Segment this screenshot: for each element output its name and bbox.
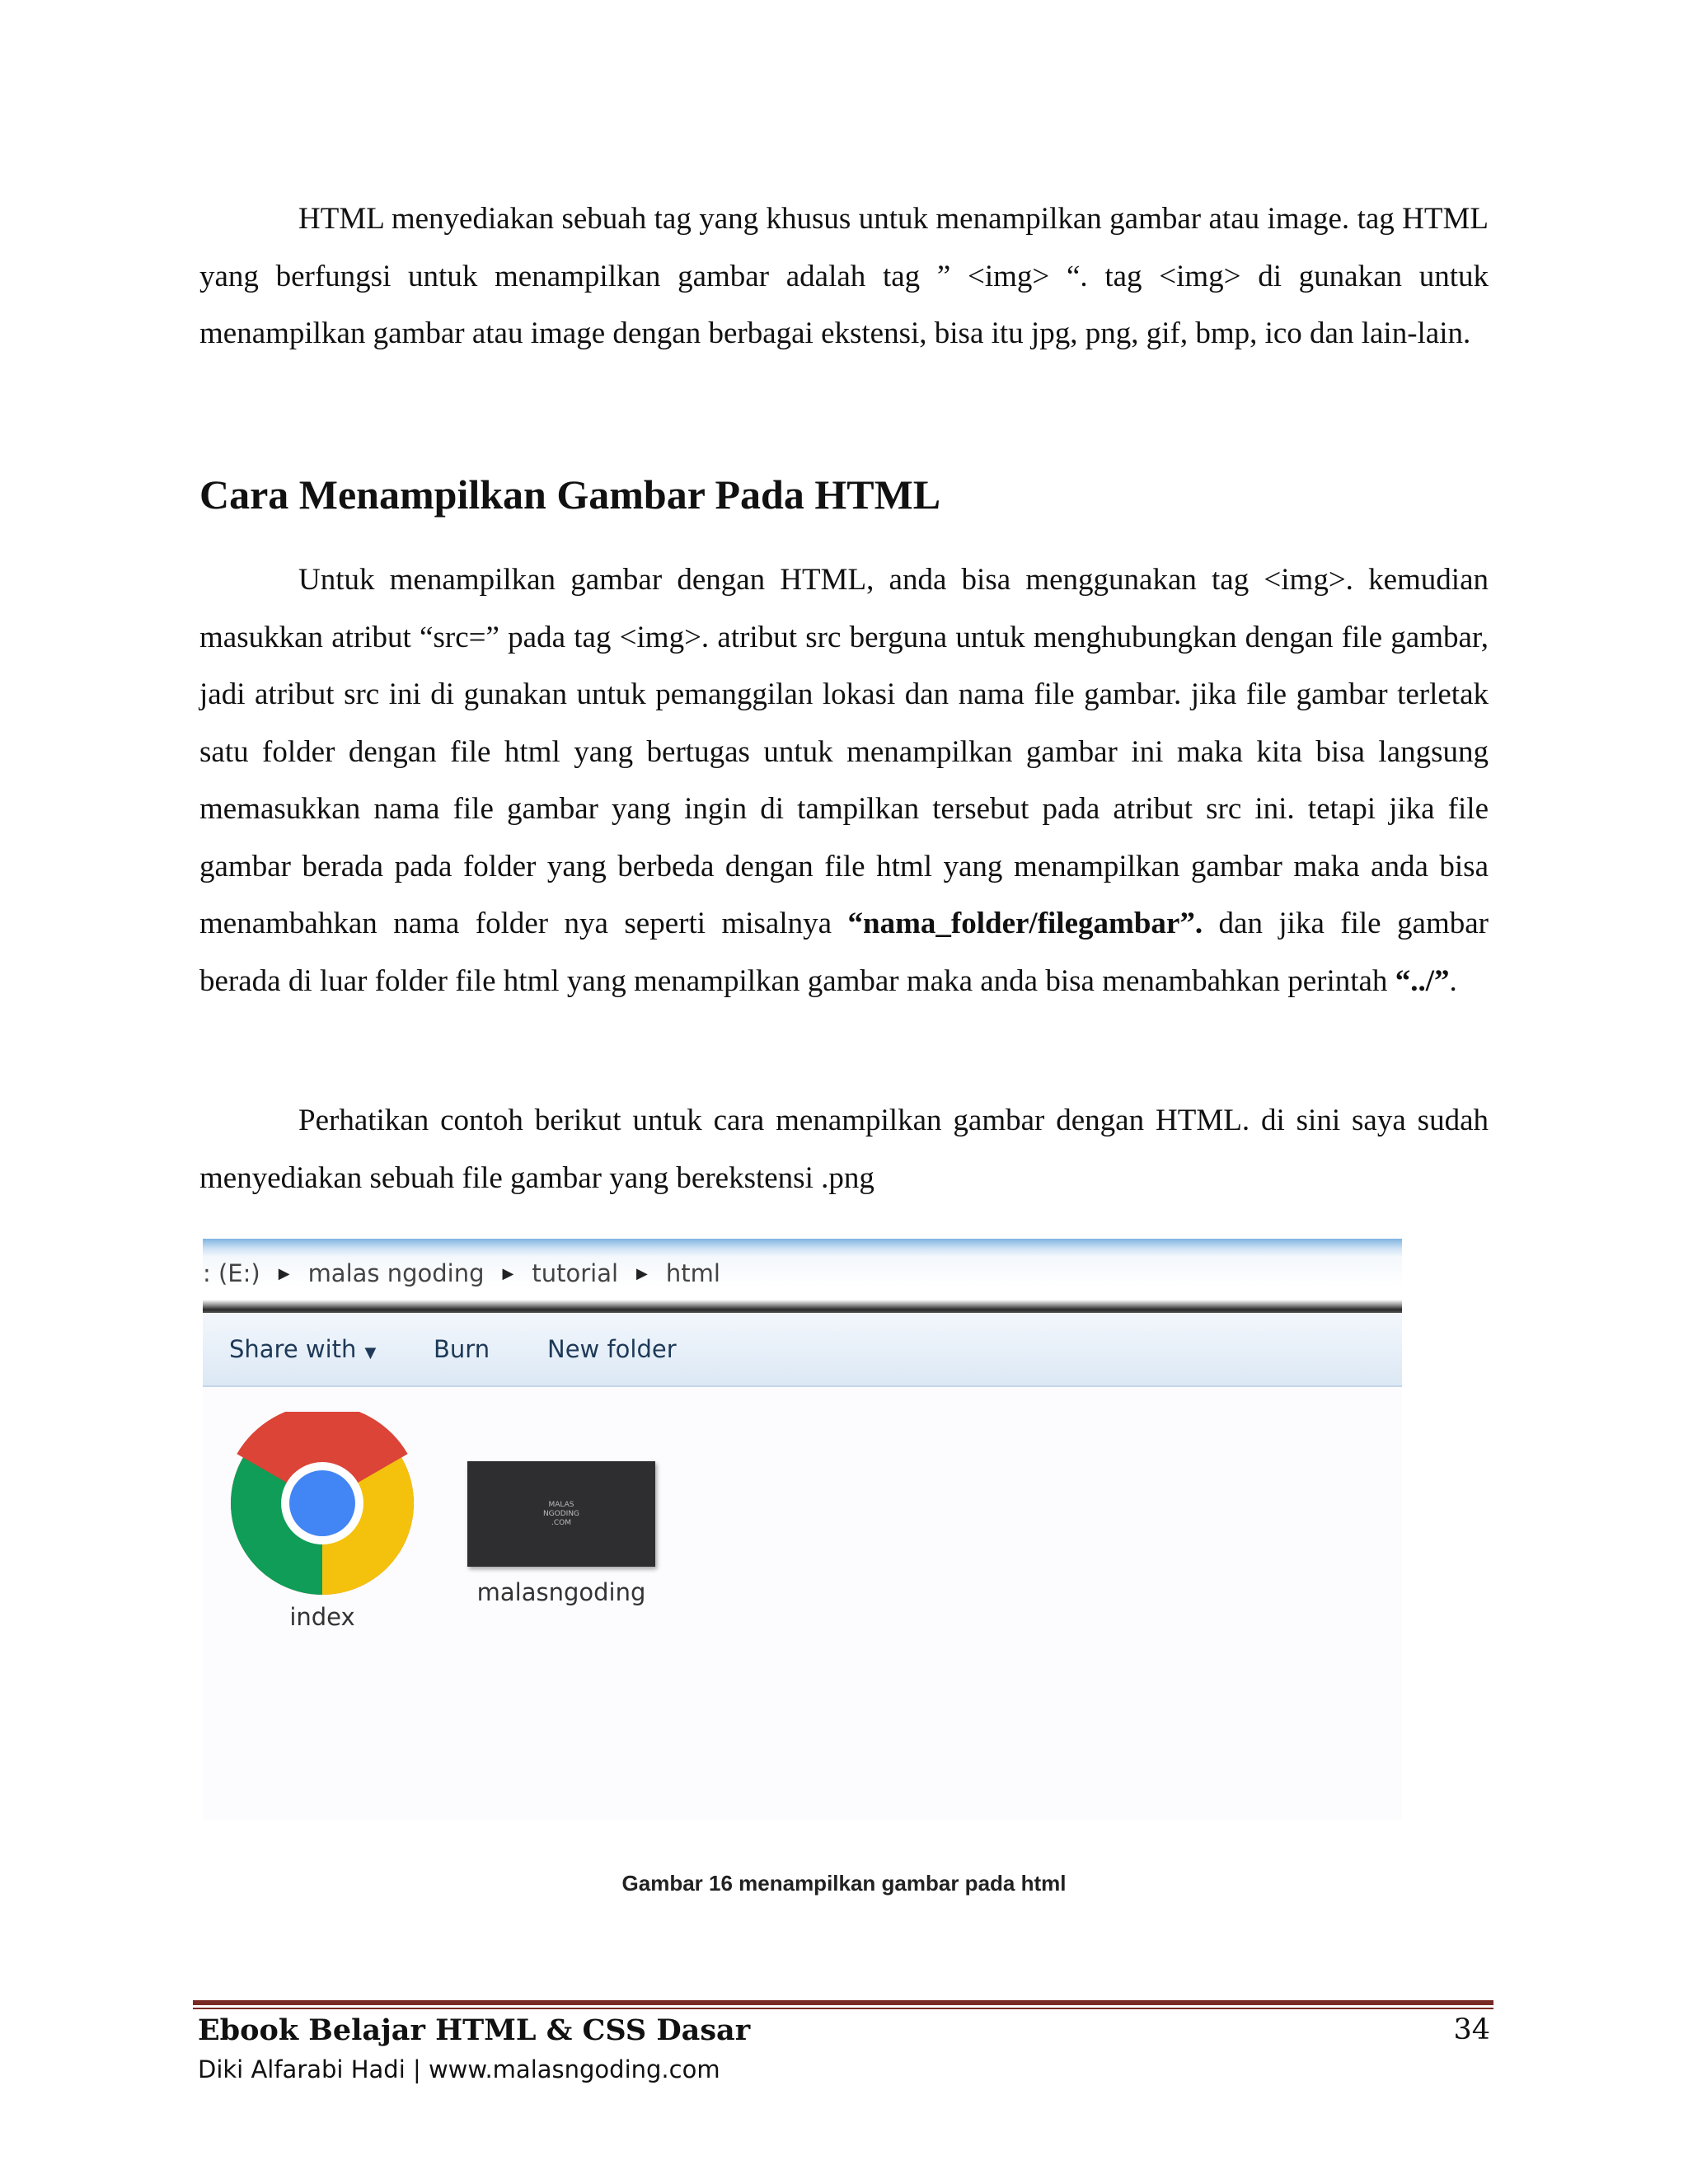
paragraph-explanation — [199, 551, 1489, 1010]
paragraph-intro: HTML menyediakan sebuah tag yang khusus untuk menampilkan gambar atau image. tag HTML yang berfungsi untuk menampilkan gambar adalah tag ” <img> “. tag <img> di gunakan untuk menampilkan gambar atau image dengan berbagai ekstensi, bisa itu jpg, png, gif, bmp, ico dan lain-lain. — [199, 202, 1489, 350]
paragraph-text: . — [1449, 963, 1457, 998]
breadcrumb-drive[interactable]: : (E:) — [203, 1259, 260, 1287]
chevron-right-icon: ▶ — [636, 1264, 648, 1282]
thumbnail-logo-text: MALAS NGODING .COM — [542, 1500, 580, 1527]
chevron-down-icon: ▼ — [364, 1344, 377, 1361]
footer-title: Ebook Belajar HTML & CSS Dasar — [198, 2013, 751, 2047]
new-folder-button[interactable]: New folder — [547, 1335, 677, 1363]
explorer-screenshot — [203, 1239, 1402, 1820]
breadcrumb — [203, 1257, 738, 1290]
share-with-label: Share with — [229, 1335, 357, 1363]
chevron-right-icon: ▶ — [278, 1264, 290, 1282]
chevron-right-icon: ▶ — [502, 1264, 514, 1282]
footer-divider-thin — [193, 2008, 1493, 2009]
file-item-index[interactable] — [227, 1412, 417, 1631]
explorer-toolbar — [203, 1313, 1402, 1387]
bold-example-path: “nama_folder/filegambar”. — [847, 907, 1203, 940]
file-list — [203, 1387, 1402, 1820]
image-thumbnail — [467, 1461, 655, 1567]
page-number: 34 — [1453, 2013, 1490, 2046]
footer-author: Diki Alfarabi Hadi | www.malasngoding.com — [198, 2055, 720, 2083]
share-with-button[interactable] — [229, 1313, 376, 1385]
chrome-icon — [231, 1412, 414, 1595]
file-name: index — [289, 1603, 355, 1631]
burn-button[interactable]: Burn — [434, 1335, 490, 1363]
paragraph-text: Untuk menampilkan gambar dengan HTML, anda bisa menggunakan tag <img>. kemudian masukkan atribut “src=” pada tag <img>. atribut src berguna untuk menghubungkan dengan file gambar, jadi atribut src ini di gunakan untuk pemanggilan lokasi dan nama file gambar. jika file gambar terletak satu folder dengan file html yang bertugas untuk menampilkan gambar ini maka kita bisa langsung memasukkan nama file gambar yang ingin di tampilkan tersebut pada atribut src ini. tetapi jika file gambar berada pada folder yang berbeda dengan file html yang menampilkan gambar maka anda bisa menambahkan nama folder nya seperti misalnya — [199, 563, 1489, 940]
bold-parent-path: “../” — [1395, 963, 1450, 998]
figure-caption: Gambar 16 menampilkan gambar pada html — [621, 1871, 1067, 1896]
file-item-malasngoding[interactable] — [450, 1412, 673, 1606]
breadcrumb-html[interactable]: html — [665, 1259, 720, 1287]
address-bar — [203, 1239, 1402, 1313]
footer-divider — [193, 2000, 1493, 2005]
section-heading: Cara Menampilkan Gambar Pada HTML — [199, 471, 941, 518]
paragraph-text: dan jika file gambar berada di luar folder file html yang menampilkan gambar maka anda bisa menambahkan perintah — [199, 907, 1489, 998]
breadcrumb-malas-ngoding[interactable]: malas ngoding — [307, 1259, 485, 1287]
paragraph-example: Perhatikan contoh berikut untuk cara menampilkan gambar dengan HTML. di sini saya sudah menyediakan sebuah file gambar yang berekstensi .png — [199, 1104, 1489, 1195]
breadcrumb-tutorial[interactable]: tutorial — [532, 1259, 619, 1287]
file-name: malasngoding — [476, 1578, 646, 1606]
